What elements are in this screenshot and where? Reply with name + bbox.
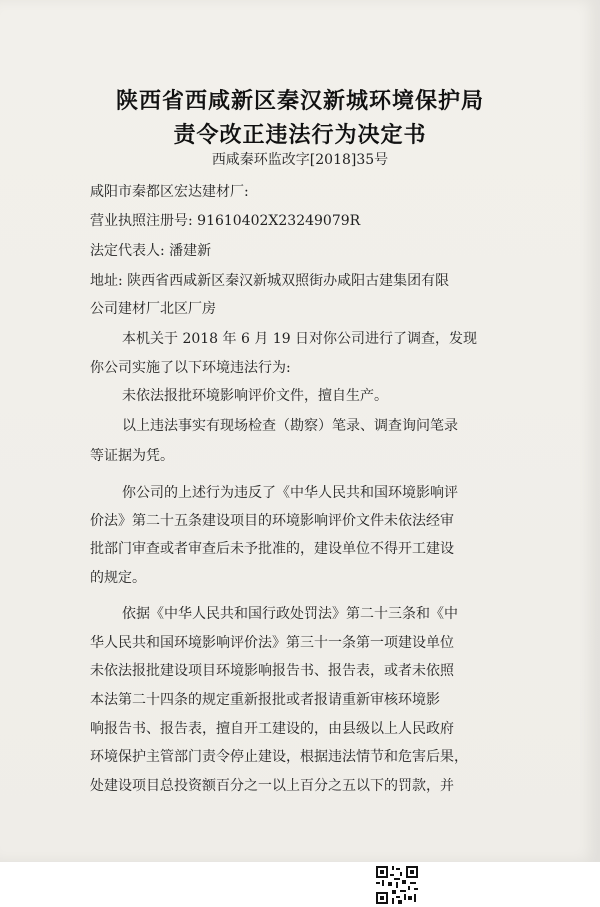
paragraph-law-line-1: 你公司的上述行为违反了《中华人民共和国环境影响评 [122, 485, 458, 501]
paragraph-basis-line-4: 本法第二十四条的规定重新报批或者报请重新审核环境影 [90, 692, 440, 708]
paragraph-law-line-3: 批部门审查或者审查后未予批准的，建设单位不得开工建设 [90, 541, 454, 557]
qr-code-icon [376, 866, 418, 904]
paragraph-evidence-line-2: 等证据为凭。 [90, 448, 174, 464]
recipient-name: 咸阳市秦都区宏达建材厂: [90, 184, 249, 200]
paragraph-basis-line-6: 环境保护主管部门责令停止建设，根据违法情节和危害后果， [90, 749, 468, 765]
paragraph-basis-line-7: 处建设项目总投资额百分之一以上百分之五以下的罚款，并 [90, 778, 454, 794]
paragraph-investigation-line-2: 你公司实施了以下环境违法行为: [90, 360, 291, 376]
document-title-line-2: 责令改正违法行为决定书 [173, 123, 427, 148]
document-title-line-1: 陕西省西咸新区秦汉新城环境保护局 [115, 89, 484, 114]
paragraph-investigation-line-1: 本机关于 2018 年 6 月 19 日对你公司进行了调查，发现 [122, 331, 478, 347]
paragraph-law-line-4: 的规定。 [90, 570, 146, 586]
document-number: 西咸秦环监改字[2018]35号 [211, 152, 389, 168]
legal-representative: 法定代表人: 潘建新 [90, 243, 212, 259]
paragraph-basis-line-2: 华人民共和国环境影响评价法》第三十一条第一项建设单位 [90, 635, 454, 651]
paragraph-evidence-line-1: 以上违法事实有现场检查（勘察）笔录、调查询问笔录 [122, 418, 458, 434]
paragraph-basis-line-5: 响报告书、报告表，擅自开工建设的，由县级以上人民政府 [90, 721, 454, 737]
business-license-number: 营业执照注册号: 91610402X23249079R [90, 213, 361, 229]
paragraph-basis-line-1: 依据《中华人民共和国行政处罚法》第二十三条和《中 [122, 606, 458, 622]
violation-statement: 未依法报批环境影响评价文件，擅自生产。 [122, 388, 388, 404]
address-line-2: 公司建材厂北区厂房 [90, 301, 216, 317]
address-line-1: 地址: 陕西省西咸新区秦汉新城双照街办咸阳古建集团有限 [90, 273, 450, 289]
paragraph-law-line-2: 价法》第二十五条建设项目的环境影响评价文件未依法经审 [90, 513, 454, 529]
paragraph-basis-line-3: 未依法报批建设项目环境影响报告书、报告表，或者未依照 [90, 663, 454, 679]
